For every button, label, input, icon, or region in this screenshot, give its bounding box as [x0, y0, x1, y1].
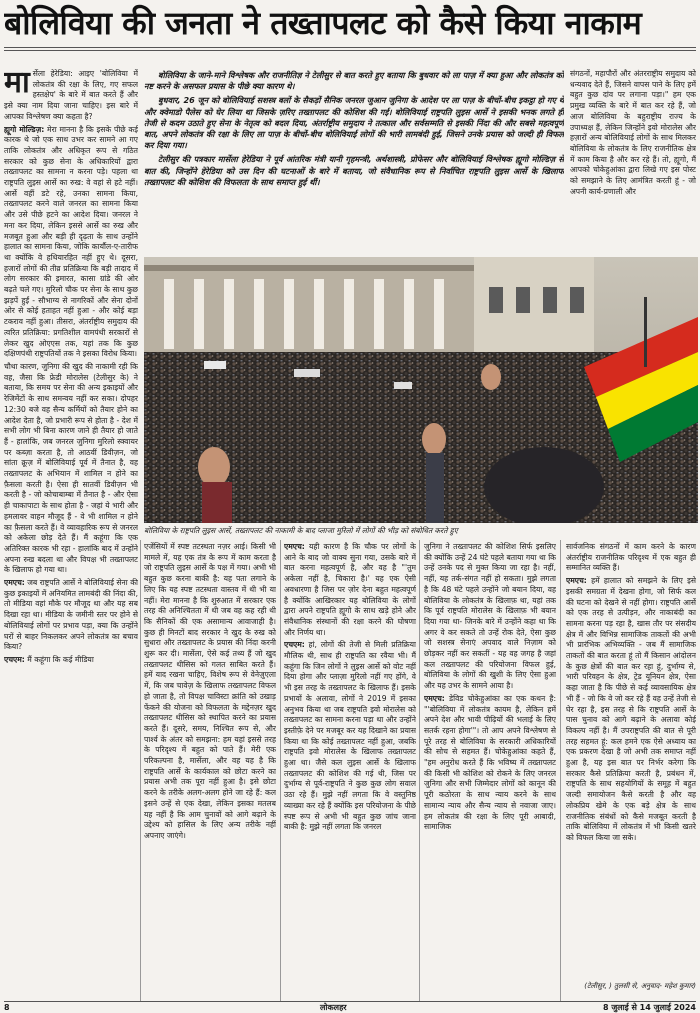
speaker-label: एचएम:	[4, 654, 25, 664]
column-1	[4, 69, 138, 999]
paragraph	[144, 542, 276, 842]
paragraph-text: र्सेला हेरेडिया: आइए 'बोलिविया में लोकतंत्र की रक्षा के लिए, गए सफल हस्तक्षेप' के बारे में बात करते हैं और इसे क्या नाम दिया जाना चाहिए। इस बारे में आपका विश्लेषण क्या कहता है?	[4, 69, 138, 121]
paragraph	[4, 69, 138, 123]
intro-paragraph: बोलिविया के जाने-माने विश्लेषक और राजनीतिज्ञ ने टेलीसुर से बात करते हुए बताया कि बुधवार को ला पाज़ में क्या हुआ और लोकतंत्र को नष्ट करने के असफल प्रयास के पीछे क्या कारण थे।	[144, 70, 564, 92]
paragraph-text: डेविड चोकेहुआंका का एक कथन है: "'बोलिविया में लोकतंत्र कायम है, लेकिन हमें अपने देश और भावी पीढ़ियों की भलाई के लिए सतर्क रहना होगा'"। तो आप अपने विश्लेषण से पूरे तरह से बोलिविया के सरकारी अधिकारियों की सोच से सहमत हैं। चोकेहुआंका कहते हैं, "हम अनुरोध करते हैं कि भविष्य में तख्तापलट की किसी भी कोशिश को रोकने के लिए जनरल जुनिगा और सभी जिम्मेदार लोगों को कानून की पूरी कठोरता के साथ न्याय करने के साथ सामान्य न्याय और सैन्य न्याय से नवाजा जाए। हम लोकतंत्र की रक्षा के लिए पूरी आबादी, सामाजिक	[424, 693, 556, 832]
paragraph	[4, 655, 138, 666]
photo-caption: बोलिविया के राष्ट्रपति लुइस आर्से, तख्तापलट की नाकामी के बाद प्लाजा मुरिलो में लोगों की भीड़ को संबोधित करते हुए	[144, 526, 458, 535]
intro-paragraph: बुधवार, 26 जून को बोलिवियाई सशस्त्र बलों के सैकड़ों सैनिक जनरल जुआन जुनिगा के आदेश पर ला पाज़ के बीचों-बीच इकट्ठा हो गए थे और क्वेमाडो पैलेस को घेर लिया था जिसके ज़रिए तख्तापलट की कोशिश की गई। बोलिवियाई राष्ट्रपति लुइस आर्से ने इसकी भनक लगते ही तेजी से कदम उठाते हुए सेना के नेतृत्व को बदल दिया, अंतर्राष्ट्रीय समुदाय ने तत्काल और सर्वसम्मति से इसकी निंदा की और सबसे महत्वपूर्ण बात, अपने लोकतंत्र की रक्षा के लिए ला पाज़ के बीचों-बीच बोलिवियाई लोगों की भारी लामबंदी हुई, जिसने उनके प्रयास को जल्दी ही विफल कर दिया गया।	[144, 95, 564, 151]
column-3	[284, 542, 416, 982]
paragraph-text: सार्वजनिक संगठनों में काम करने के कारण अंतर्राष्ट्रीय राजनीतिक परिदृश्य में एक बहुत ही सम्मानित व्यक्ति हैं।	[566, 542, 696, 573]
paragraph-text: संगठनों, महापौरों और अंतरराष्ट्रीय समुदाय को धन्यवाद देते हैं, जिसने वापस पाने के लिए हमें बहुत कुछ दांव पर लगाना पड़ा।" हम एक प्रमुख व्यक्ति के बारे में बात कर रहे हैं, जो आज बोलिविया के बहुराष्ट्रीय राज्य के उपाध्यक्ष हैं, लेकिन जिन्होंने इवो मोरालेस और हज़ारों अन्य बोलिवियाई लोगों के साथ मिलकर बोलिविया के लोकतंत्र के लिए राजनीतिक क्षेत्र में काम किया है और कर रहे हैं। तो, ह्यूगो, मैं आपको चोकेहुआंका द्वारा लिखे गए इस पोस्ट को समझाने के लिए आमंत्रित करती हूं - जो अपनी कार्य-प्रणाली और	[570, 69, 696, 196]
paragraph	[4, 125, 138, 360]
paragraph	[284, 542, 416, 638]
article-intro	[144, 70, 564, 252]
paragraph	[424, 694, 556, 833]
headline: बोलिविया की जनता ने तख्तापलट को कैसे किया नाकाम	[4, 4, 642, 42]
paragraph	[424, 542, 556, 692]
paragraph-text: जुनिगा ने तख्तापलट की कोशिश सिर्फ इसलिए की क्योंकि उन्हें 24 घंटे पहले बताया गया था कि उन्हें उनके पद से मुक्त किया जा रहा है। नहीं, नहीं, यह तर्क-संगत नहीं हो सकता। मुझे लगता है कि 48 घंटे पहले उन्होंने जो बयान दिया, वह बोलिविया के लोकतंत्र के खिलाफ़ था, यहां तक कि पूर्व राष्ट्रपति मोरालेस के खिलाफ़ भी बयान दिया गया था- जिनके बारे में उन्होंने कहा था कि अगर वे कर सकते तो उन्हें रोक देते, ऐसा कुछ जो सशस्त्र सेनाएं अपवाद वाले निज़ाम को छोड़कर नहीं कर सकतीं - यह वह जगह है जहां कल तख्तापलट की परियोजना विफल हुई, बोलिविया के लोगों की खुशी के लिए ऐसा हुआ और यह उभर के सामने आया है।	[424, 542, 556, 691]
news-photo	[144, 257, 698, 523]
column-divider	[280, 540, 281, 1002]
column-5	[566, 542, 696, 980]
speaker-label: एमएच:	[4, 578, 25, 588]
speaker-label: एमएच:	[566, 576, 587, 586]
speaker-label: एचएम:	[284, 640, 305, 650]
paragraph	[4, 578, 138, 653]
paragraph	[566, 542, 696, 574]
page-footer	[0, 1003, 700, 1013]
paragraph-text: जब राष्ट्रपति आर्से ने बोलिवियाई सेना की कुछ इकाइयों में अनियमित लामबंदी की निंदा की, तो मीडिया वहां मौके पर मौजूद था और यह सब दिखा रहा था। मीडिया के जमीनी स्तर पर होने से बोलिवियाई लोगों पर प्रभाव पड़ा, क्या कि उन्होंने घरों से बाहर निकलकर अपने लोकतंत्र का बचाव किया?	[4, 578, 138, 652]
speaker-label: एमएच:	[424, 693, 445, 703]
speaker-label: एमएच:	[284, 542, 305, 551]
article-credit: (टेलीसुर, ) तुलसी से, अनुवाद- महेश कुमार)	[584, 982, 696, 990]
paragraph-text: यही कारण है कि चौक पर लोगों के आने के बाद जो वाक्य सुना गया, उसके बारे में बात करना महत्वपूर्ण है, और वह है "'तुम अकेला नहीं है, चिकारा है।' यह एक ऐसी अवधारणा है जिस पर ज़ोर देना बहुत महत्वपूर्ण है क्योंकि आखिरकार यह बोलिविया के लोगों द्वारा अपने राष्ट्रपति ह्यूगो के साथ खड़े होने और संवैधानिक संस्थानों की रक्षा करने की घोषणा और निर्णय था।	[284, 542, 416, 637]
paragraph-text: हां, लोगों की तेजी से मिली प्रतिक्रिया मौलिक थी, साथ ही राष्ट्रपति का रवैया भी। मैं कहूंगा कि जिन लोगों ने लुइस आर्से को वोट नहीं दिया होगा और प्लाज़ा मुरिलो नहीं गए होंगे, वे भी इस तरह के तख्तापलट के खिलाफ हैं। इसके प्रभावों के अलावा, लोगों ने 2019 में इसका अनुभव किया था जब राष्ट्रपति इवो मोरालेस को तख्तापलट का सामना करना पड़ा था और उन्होंने इस्तीफ़े देने पर मजबूर कर यह दिखाने का प्रयास किया था कि कोई तख्तापलट नहीं हुआ, जबकि राष्ट्रपति इवो मोरालेस के खिलाफ तख्तापलट हुआ था। जैसे कल लुइस आर्से के खिलाफ तख्तापलट की कोशिश की गई थी, जिस पर दुर्भाग्य से पूर्व-राष्ट्रपति ने कुछ कुछ लोग सवाल उठा रहे हैं। मुझे नहीं लगता कि वे वस्तुनिष्ठ व्याख्या कर रहे हैं क्योंकि इस परियोजना के पीछे स्पष्ट रूप से अभी भी बहुत कुछ जांच जाना बाकी है: मुझे नहीं लगता कि जनरल	[284, 640, 416, 832]
paragraph	[4, 362, 138, 576]
column-2	[144, 542, 276, 982]
paragraph-text: चौथा कारण, जुनिगा की खुद की नाकामी रही कि वह, जैसा कि फ्रेडी मोरालेस (टेलीसुर के) ने बताया, कि समय पर सेना की अन्य इकाइयों और रेजिमेंटों के साथ समन्वय नहीं कर सका। दोपहर 12:30 बजे वह सैन्य कर्मियों को तैयार होने का आदेश देता है, जो प्रभारी रूप से होता है - देश में सभी लोग भी बिना कारण जाने ही तैयार हो जाते हैं - हालांकि, जब जनरल जुनिगा मुरिलो स्क्वायर पर कब्ज़ा करता है, तो आठवीं डिवीज़न, जो सांता क्रूज़ में बोलिवियाई पूर्व में तैनात है, वह तख्तापलट के अभियान में शामिल न होने का फ़ैसला करती है। ऐसा ही सातवीं डिवीज़न भी करती है - जो कोचाबाम्बा में तैनात है - और ऐसा ही चाकापाटा के साथ होता है - जहां ये भारी और हमलावर वाहन मौजूद हैं - वे भी शामिल न होने का फ़ैसला करते हैं। वे व्यावहारिक रूप से जनरल को अकेला छोड़ देते हैं। मैं कहूंगा कि एक अतिरिक्त कारक भी रहा - हालांकि बाद में उन्होंने अपना रुख बदला था और विपक्ष भी तख्तापलट के खिलाफ हो गया था।	[4, 361, 138, 575]
paragraph-text: मैं कहूंगा कि कई मीडिया	[27, 654, 94, 664]
page-number: 8	[4, 1003, 10, 1012]
footer-rule	[4, 1001, 696, 1002]
headline-rule	[4, 47, 696, 48]
column-divider	[140, 540, 141, 1002]
intro-paragraph: टेलीसुर की पत्रकार मार्सेला हेरेडिया ने पूर्व आंतरिक मंत्री यानी गृहमन्त्री, अर्थशास्त्री, प्रोफेसर और बोलिवियाई विश्लेषक ह्यूगो मोल्डिज़ से बात की, जिन्होंने हेरेडिया को उस दिन की घटनाओं के बारे में बताया, जो संवैधानिक रूप से निर्वाचित राष्ट्रपति लुइस आर्से के खिलाफ तख्तापलट की कोशिश की विफलता के साथ समाप्त हुई थीं।	[144, 154, 564, 187]
paragraph	[284, 640, 416, 833]
publication-name: लोकलहर	[320, 1003, 347, 1012]
dropcap: मा	[4, 69, 30, 100]
speaker-label: ह्यूगो मोल्डिज़:	[4, 124, 45, 134]
column-divider	[419, 540, 420, 1002]
paragraph	[566, 576, 696, 844]
paragraph	[570, 69, 696, 197]
issue-date: 8 जुलाई से 14 जुलाई 2024	[602, 1003, 696, 1012]
paragraph-text: हमें हालात को समझने के लिए इसे इसकी समग्रता में देखना होगा, जो सिर्फ कल की घटना को देखने से नहीं होगा। राष्ट्रपति आर्से को एक तरह से उत्पीड़न, और नाकाबंदी का सामना करना पड़ रहा है, खास तौर पर संसदीय क्षेत्र में और विभिन्न सामाजिक ताकतों की अभी भी प्रारंभिक अभिव्यक्ति - जब मैं सामाजिक ताकतों की बात करता हूं तो मैं किसान आंदोलन के कुछ क्षेत्रों की बात कर रहा हूं, दुर्भाग्य से, भारी परिवहन के क्षेत्र, ट्रेड यूनियन क्षेत्र, ऐसा कहा जाता है कि पीछे से कई व्यावसायिक क्षेत्र भी हैं - जो कि वे जो कर रहे हैं वह उन्हें तेजी से घेर रहा है, इस तरह से कि राष्ट्रपति आर्से के पास चुनाव को आगे बढ़ाने के अलावा कोई विकल्प नहीं है। मैं उपराष्ट्रपति की बात से पूरी तरह सहमत हूं: कल हमने एक ऐसे अध्याय का एक प्रकरण देखा है जो अभी तक समाप्त नहीं हुआ है, यह इस बात पर निर्भर करेगा कि सरकार कैसे प्रतिक्रिया करती है, प्रबंधन में, राष्ट्रपति के साथ सहयोगियों के समूह में बहुत जल्दी समायोजन कैसे करती है और वह लोकप्रिय खेमे के एक बड़े क्षेत्र के साथ राजनीतिक संबंधों को कैसे मजबूत करती है ताकि बोलिविया में लोकतंत्र में भी किसी खतरे को विफल किया जा सके।	[566, 576, 696, 842]
headline-rule-2	[4, 50, 696, 51]
paragraph-text: मेरा मानना है कि इसके पीछे कई कारक थे जो एक साथ उभर कर सामने आ गए ताकि लोकतंत्र और अधिकृत रूप से गठित सरकार को कुछ सेना के अधिकारियों द्वारा तख्तापलट का सामना न करना पड़े। पहला था राष्ट्रपति लुइस आर्से का रुख: वे वहां से हटे नहीं। आर्से वहीं डटे रहे, उनका सामना किया, तख्तापलट करने वाले जनरल का सामना किया और उसे पीछे हटने का आदेश दिया। जनरल ने मना कर दिया, लेकिन इससे आर्से का रुख और मजबूत हुआ और बड़ी ही दृढ़ता के साथ उन्होंने हालात का सामना किया, जोकि कार्यौल-ए-तारीफ था क्योंकि वे हथियारहित नहीं हुए थे। दूसरा, हजारों लोगों की तीव्र प्रतिक्रिया कि बड़ी तादाद में लोग सरकार की इमारत, कासा ग्रांडे की ओर बढ़ते चले गए। मुरिलो चौक पर सेना के साथ कुछ झड़पें हुईं - सौभाग्य से नागरिकों और सेना दोनों ओर से कोई हताहत नहीं हुआ - और कोई बड़ा टकराव नहीं हुआ। तीसरा, अंतर्राष्ट्रीय समुदाय की त्वरित प्रतिक्रिया: प्रगतिशील वामपंथी सरकारों से लेकर खुद ओएएस तक, यहां तक कि कुछ दक्षिणपंथी राष्ट्रपतियों तक ने इसका विरोध किया।	[4, 124, 138, 359]
crowd-photo-illustration	[144, 257, 698, 523]
column-4	[424, 542, 556, 982]
column-divider	[560, 540, 561, 1002]
top-right-column	[570, 69, 696, 255]
paragraph-text: एजेंसियों में स्पष्ट तटस्थता नज़र आई। किसी भी मामले में, यह एक तंत्र के रूप में काम करता है जो राष्ट्रपति लुइस आर्से के पक्ष में गया। अभी भी बहुत कुछ करना बाकी है: यह पता लगाने के लिए कि यह स्पष्ट तटस्थता वास्तव में थी भी या नहीं। मेरा मानना है कि शुरुआत में सरकार एक तरह की अनिश्चितता में थी जब वह कह रही थी कि सैनिकों की एक असामान्य आवाजाही है। कुछ ही मिनटों बाद सरकार ने खुद के रुख को सुधारा और तख्तापलट के प्रयास की निंदा करनी शुरू कर दी। मार्सेला, ऐसे कई तथ्य हैं जो खुद तख्तापलट थीसिस को गलत साबित करते हैं। हमें याद रखना चाहिए, विशेष रूप से वेनेज़ुएला में, कि जब चावेज़ के खिलाफ तख्तापलट विफल हो जाता है, तो विपक्ष चाविस्टा क्रांति को उखाड़ फेंकने की योजना को विफलता के मद्देनज़र खुद तख्तापलट थीसिस को स्थापित करने का प्रयास करते हैं। दूसरे, समय, निश्चित रूप से, और पार्श्व के अंतर को समझना: हम यहां इससे तरह के परिदृश्य में बहुत को पाते हैं। मेरी एक परिकल्पना है, मार्सेला, और वह यह है कि राष्ट्रपति आर्से के कार्यकाल को छोटा करने का प्रयास अभी तक पूरा नहीं हुआ है। इसे छोटा करने के तरीके अलग-अलग होने जा रहे हैं: कल इसने उन्हें से एक देखा, लेकिन इसका मतलब यह नहीं है कि आम चुनावों को आगे बढ़ाने के उद्देश्य को हासिल के लिए अन्य तरीके नहीं अपनाए जाएंगे।	[144, 542, 276, 840]
